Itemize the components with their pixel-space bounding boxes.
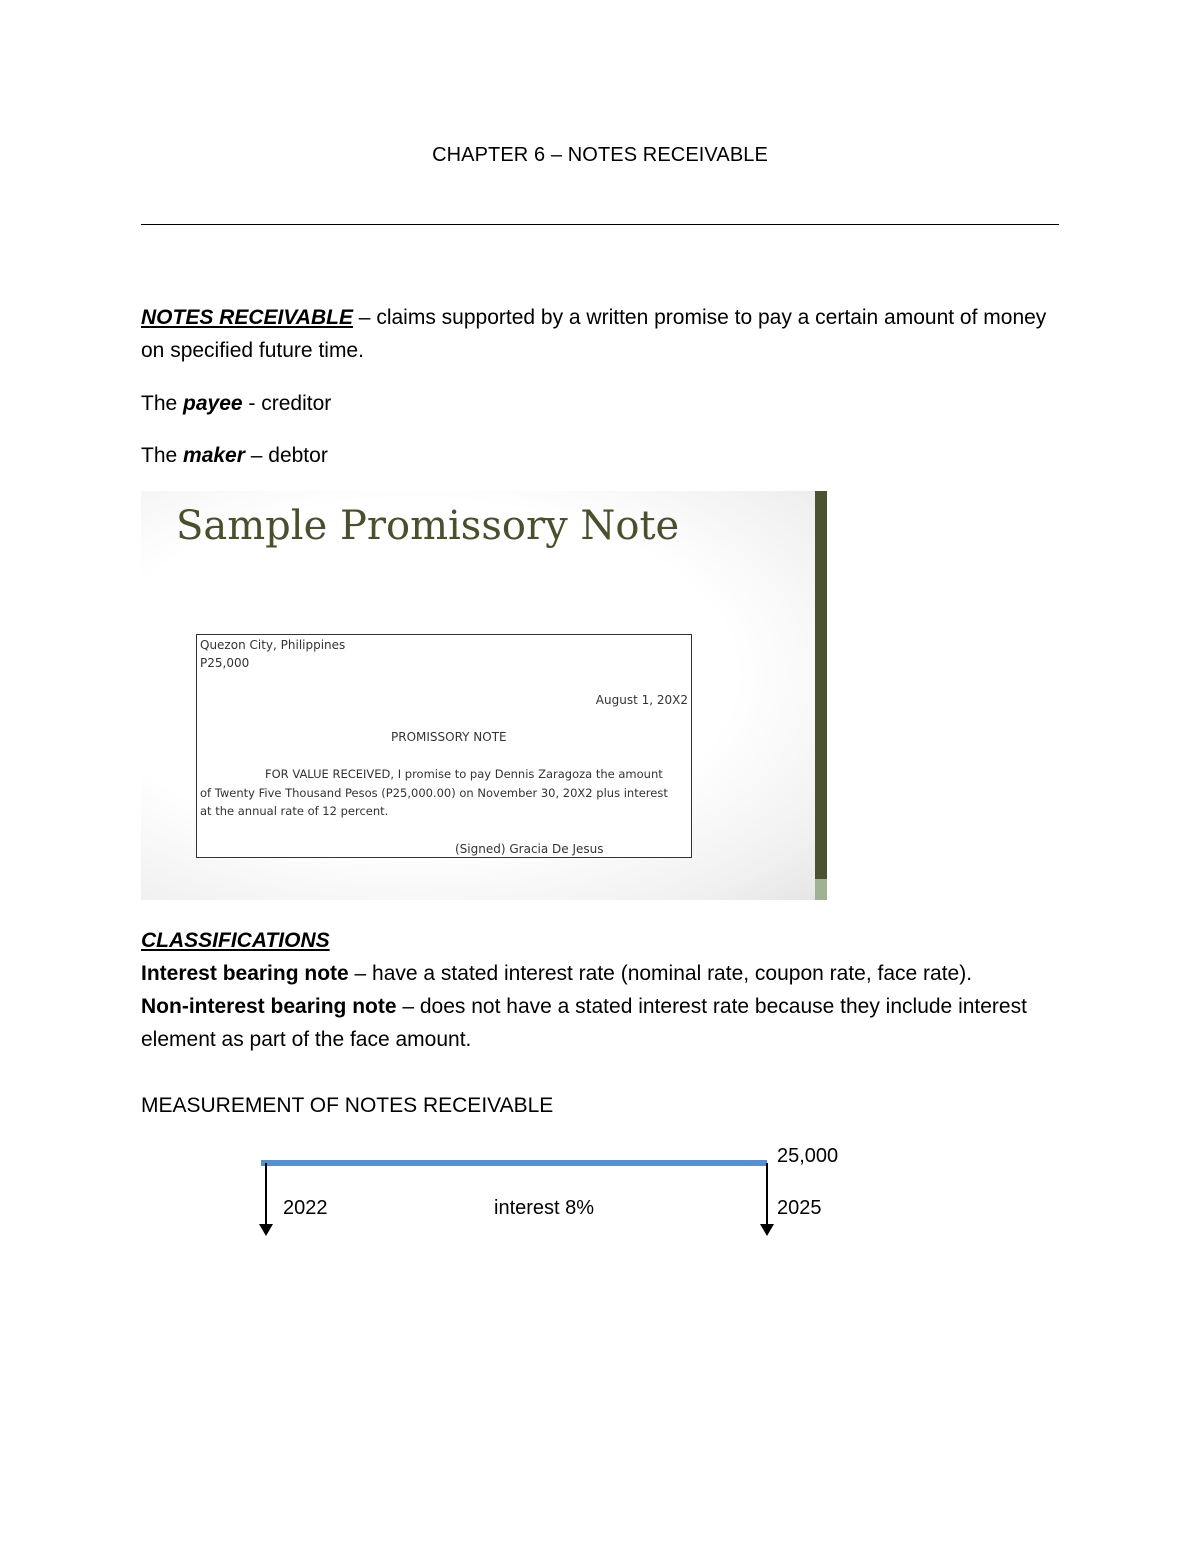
note-date: August 1, 20X2 [595,693,688,707]
note-heading: PROMISSORY NOTE [391,730,507,744]
maker-meaning: – debtor [244,444,328,467]
slide-accent-bar-light [815,879,827,900]
slide-accent-bar [815,491,827,879]
measurement-heading: MEASUREMENT OF NOTES RECEIVABLE [141,1094,554,1117]
note-signature: (Signed) Gracia De Jesus [455,842,604,856]
page-title: CHAPTER 6 – NOTES RECEIVABLE [432,144,768,166]
title-divider [141,224,1059,225]
non-interest-bearing-desc-line2: element as part of the face amount. [141,1028,472,1051]
timeline-end-arrow-icon [760,1224,774,1236]
definition-text-line1: – claims supported by a written promise to pay a certain amount of money [352,306,1047,329]
timeline-interest-label: interest 8% [494,1197,595,1219]
sample-promissory-note-image [141,491,827,900]
maker-line [141,439,328,472]
note-body-line1: FOR VALUE RECEIVED, I promise to pay Dennis Zaragoza the amount [265,767,663,781]
promissory-note-box [196,634,692,858]
payee-term: payee [183,392,243,415]
slide-title: Sample Promissory Note [176,503,680,549]
timeline-start-line [265,1163,267,1225]
timeline-start-year: 2022 [283,1197,328,1219]
classifications-heading: CLASSIFICATIONS [141,929,330,952]
interest-bearing-desc: – have a stated interest rate (nominal rate, coupon rate, face rate). [348,962,973,985]
note-amount: P25,000 [200,656,250,670]
timeline-start-arrow-icon [259,1224,273,1236]
definition-text-line2: on specified future time. [141,339,364,362]
non-interest-bearing-desc-line1: – does not have a stated interest rate because they include interest [396,995,1027,1018]
payee-line [141,387,331,420]
note-place: Quezon City, Philippines [200,638,346,652]
maker-prefix: The [141,444,184,467]
note-body-line2: of Twenty Five Thousand Pesos (P25,000.00) on November 30, 20X2 plus interest [200,786,668,800]
payee-meaning: - creditor [242,392,332,415]
definition-paragraph [141,301,1046,367]
non-interest-bearing-term: Non-interest bearing note [141,995,397,1018]
definition-term: NOTES RECEIVABLE [141,306,353,329]
timeline-face-value: 25,000 [777,1145,839,1167]
timeline-bar [261,1160,767,1166]
timeline-end-line [766,1163,768,1225]
maker-term: maker [183,444,245,467]
classifications-section [141,924,1027,1056]
timeline-end-year: 2025 [777,1197,822,1219]
note-body-line3: at the annual rate of 12 percent. [200,804,389,818]
payee-prefix: The [141,392,184,415]
interest-bearing-term: Interest bearing note [141,962,349,985]
